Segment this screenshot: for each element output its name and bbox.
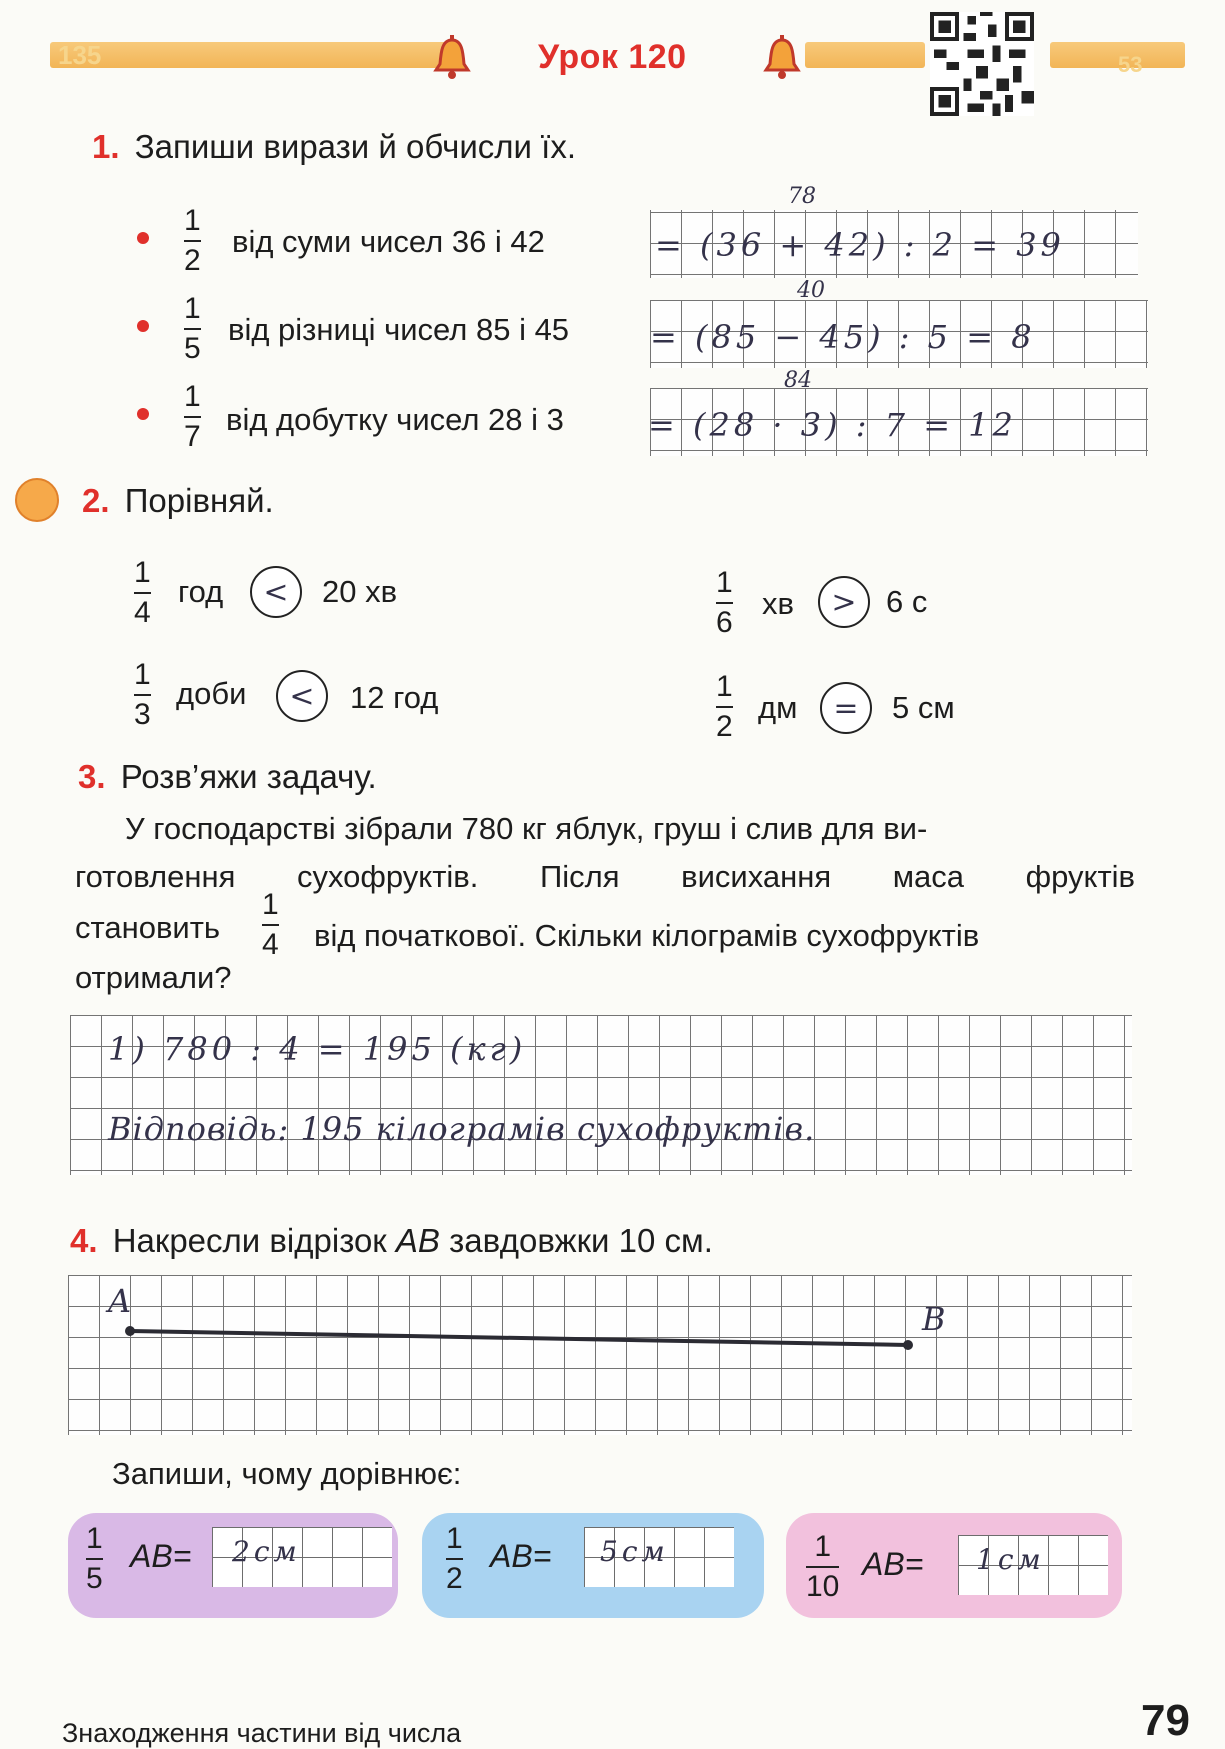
task-number: 3. [78, 758, 106, 795]
qr-code-icon[interactable] [930, 12, 1034, 116]
unit-label: доби [176, 676, 247, 711]
problem-line: готовлення сухофруктів. Після висихання маса фруктів [75, 859, 1135, 894]
problem-line: становить [75, 910, 221, 945]
fraction: 1 4 [262, 888, 279, 961]
task2-heading [82, 482, 274, 520]
fraction: 1 10 [806, 1530, 840, 1603]
task-title: Накресли відрізок [112, 1222, 387, 1259]
task-title: завдовжки 10 см. [449, 1222, 713, 1259]
bell-icon [432, 34, 472, 82]
handwritten-answer: = (28 · 3) : 7 = 12 [648, 406, 1017, 444]
fraction: 1 4 [134, 556, 151, 629]
problem-line: отримали? [75, 960, 232, 995]
fraction: 1 5 [184, 292, 201, 365]
task-number: 2. [82, 482, 110, 519]
bullet [137, 320, 149, 332]
segment-name: AB [395, 1222, 440, 1259]
task-number: 4. [70, 1222, 98, 1259]
fraction: 1 2 [446, 1522, 463, 1595]
subtask-title: Запиши, чому дорівнює: [112, 1456, 462, 1491]
item-text: від добутку чисел 28 і 3 [226, 402, 564, 437]
handwritten-note: 84 [784, 368, 812, 393]
task1-heading [92, 128, 576, 166]
handwritten-value: 2см [232, 1535, 301, 1568]
handwritten-note: 40 [797, 278, 825, 303]
handwritten-note: 78 [788, 184, 816, 209]
handwritten-value: 1см [976, 1543, 1045, 1576]
compare-value: 20 хв [322, 574, 398, 609]
task-number: 1. [92, 128, 120, 165]
handwritten-solution: 1) 780 : 4 = 195 (кг) [108, 1030, 527, 1068]
segment-ab [68, 1275, 1132, 1435]
task4-heading [70, 1222, 713, 1260]
unit-label: дм [758, 690, 798, 725]
fraction: 1 2 [184, 204, 201, 277]
compare-sign[interactable]: < [276, 670, 328, 722]
task-title: Запиши вирази й обчисли їх. [134, 128, 576, 165]
problem-line: У господарстві зібрали 780 кг яблук, груш і слив для ви- [125, 811, 928, 846]
pair-work-icon [15, 478, 59, 522]
unit-label: год [178, 574, 224, 609]
task3-heading [78, 758, 377, 796]
compare-sign[interactable]: > [818, 576, 870, 628]
header-band-middle [805, 42, 925, 68]
ab-label: AB= [862, 1546, 924, 1582]
item-text: від суми чисел 36 і 42 [232, 224, 545, 259]
page-left-marker: 135 [58, 40, 102, 70]
header-band-left [50, 42, 450, 68]
point-b-label: B [922, 1300, 950, 1338]
handwritten-value: 5см [600, 1535, 669, 1568]
handwritten-answer: = (85 − 45) : 5 = 8 [650, 318, 1036, 356]
compare-sign[interactable]: < [250, 566, 302, 618]
bullet [137, 232, 149, 244]
lesson-title: Урок 120 [538, 38, 687, 76]
handwritten-answer: = (36 + 42) : 2 = 39 [655, 226, 1065, 264]
page-number: 79 [1141, 1696, 1190, 1745]
fraction: 1 7 [184, 380, 201, 453]
fraction: 1 3 [134, 658, 151, 731]
fraction: 1 6 [716, 566, 733, 639]
problem-line: від початкової. Скільки кілограмів сухофруктів [314, 918, 980, 953]
fraction: 1 2 [716, 670, 733, 743]
compare-value: 12 год [350, 680, 439, 715]
compare-value: 6 с [886, 584, 928, 619]
item-text: від різниці чисел 85 і 45 [228, 312, 570, 347]
fraction: 1 5 [86, 1522, 103, 1595]
handwritten-answer: Відповідь: 195 кілограмів сухофруктів. [108, 1110, 816, 1148]
bullet [137, 408, 149, 420]
ab-label: AB= [130, 1538, 192, 1574]
compare-value: 5 см [892, 690, 955, 725]
task-title: Порівняй. [124, 482, 274, 519]
page-right-marker: 53 [1118, 52, 1143, 77]
topic-footer: Знаходження частини від числа [62, 1718, 462, 1748]
unit-label: хв [762, 586, 794, 621]
ab-label: AB= [490, 1538, 552, 1574]
compare-sign[interactable]: = [820, 682, 872, 734]
bell-icon [762, 34, 802, 82]
task-title: Розв’яжи задачу. [120, 758, 377, 795]
point-a-label: A [108, 1282, 136, 1320]
